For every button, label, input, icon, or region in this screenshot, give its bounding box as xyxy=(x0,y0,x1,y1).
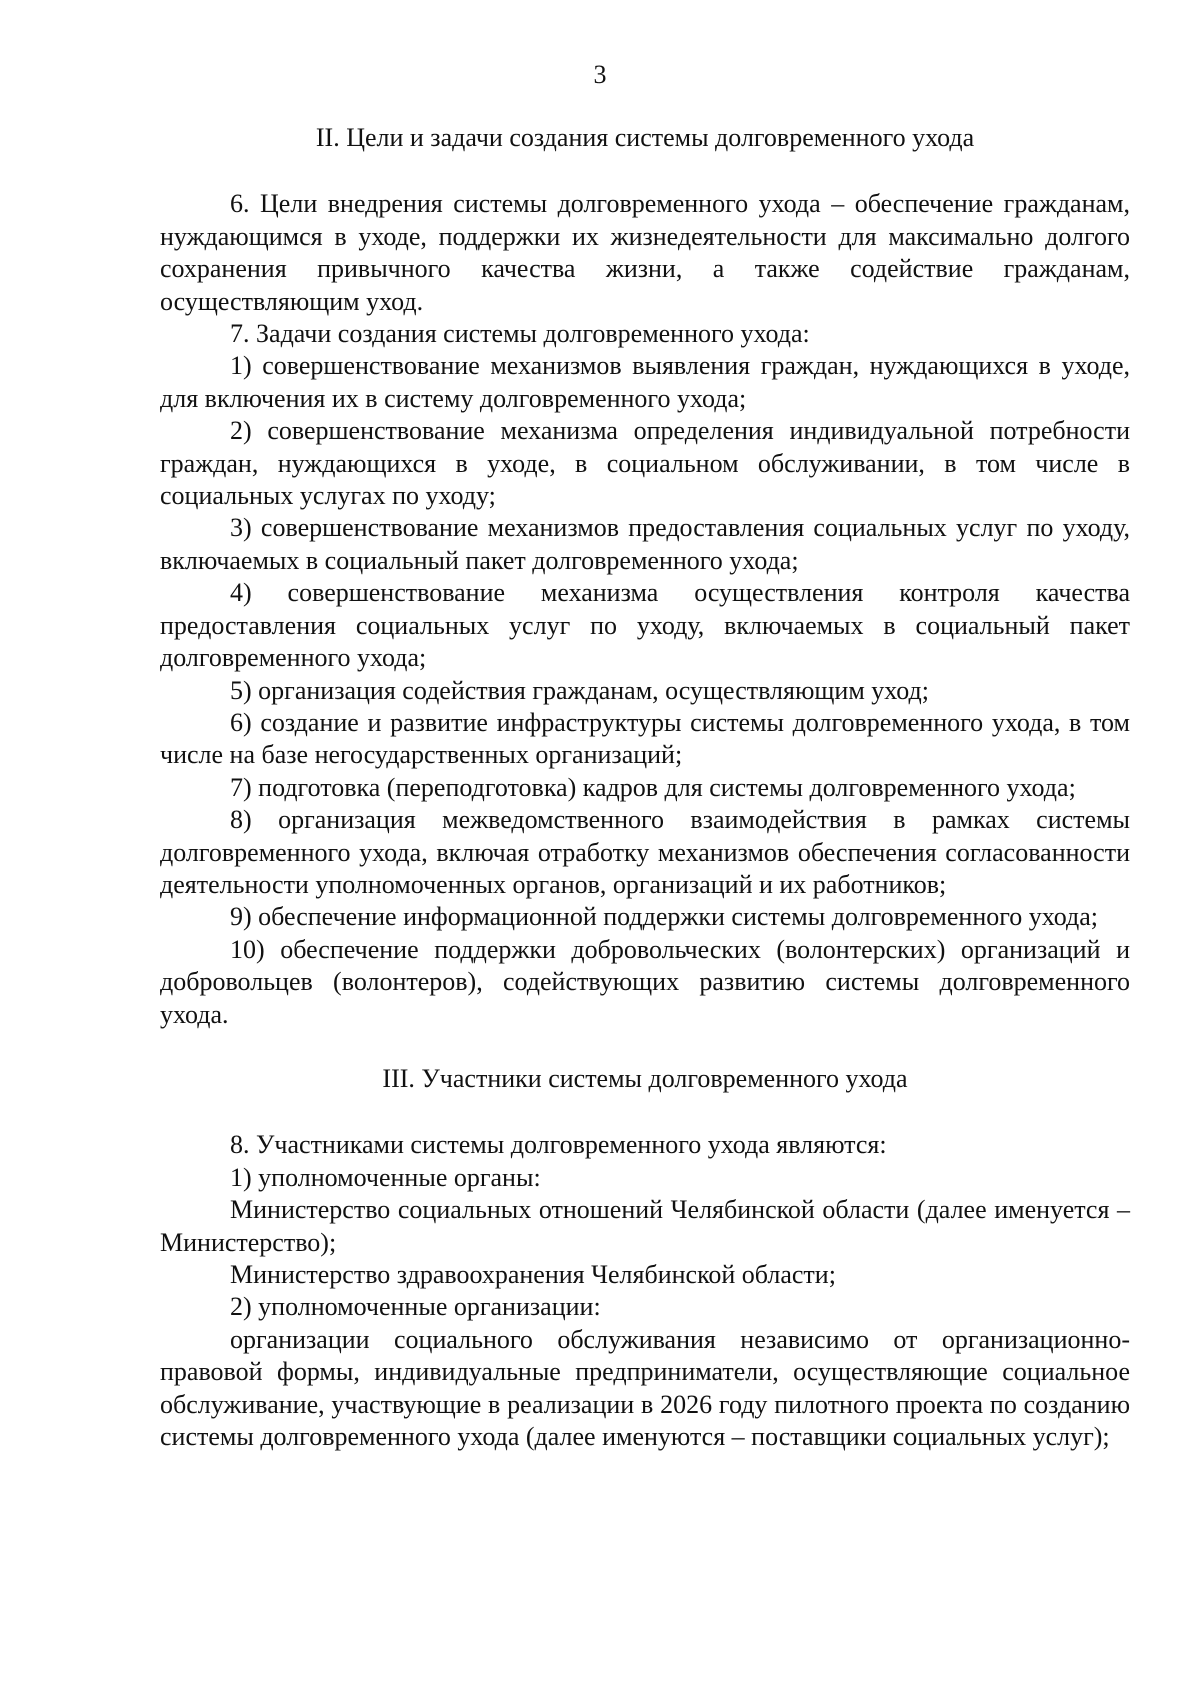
task-item-1: 1) совершенствование механизмов выявления граждан, нуждающихся в уходе, для включения их в систему долговременного ухода; xyxy=(160,351,1130,413)
participant-organizations: организации социального обслуживания независимо от организационно-правовой формы, индивидуальные предприниматели, осуществляющие социальное обслуживание, участвующие в реализации в 2026 году пилотного проекта по созданию системы долговременного ухода (далее именуются – поставщики социальных услуг); xyxy=(160,1324,1130,1452)
section-3-heading: III. Участники системы долговременного ухода xyxy=(382,1063,908,1093)
task-item-9: 9) обеспечение информационной поддержки системы долговременного ухода; xyxy=(230,902,1099,932)
task-item-2: 2) совершенствование механизма определения индивидуальной потребности граждан, нуждающихся в уходе, в социальном обслуживании, в том числе в социальных услугах по уходу; xyxy=(160,416,1130,511)
paragraph-7: 7. Задачи создания системы долговременного ухода: xyxy=(230,319,810,349)
participant-item-2: 2) уполномоченные организации: xyxy=(230,1292,601,1322)
participant-item-1: 1) уполномоченные органы: xyxy=(230,1162,541,1192)
paragraph-8: 8. Участниками системы долговременного ухода являются: xyxy=(230,1130,887,1160)
document-body xyxy=(160,122,1130,1453)
page-number: 3 xyxy=(593,60,607,89)
task-item-6: 6) создание и развитие инфраструктуры системы долговременного ухода, в том числе на базе негосударственных организаций; xyxy=(160,707,1130,770)
task-item-3: 3) совершенствование механизмов предоставления социальных услуг по уходу, включаемых в социальный пакет долговременного ухода; xyxy=(160,513,1130,575)
task-item-8: 8) организация межведомственного взаимодействия в рамках системы долговременного ухода, включая отработку механизмов обеспечения согласованности деятельности уполномоченных органов, организаций и их работников; xyxy=(160,805,1130,899)
participant-ministry-social: Министерство социальных отношений Челябинской области (далее именуется – Министерство); xyxy=(160,1195,1130,1257)
participant-ministry-health: Министерство здравоохранения Челябинской области; xyxy=(230,1260,836,1289)
paragraph-6: 6. Цели внедрения системы долговременного ухода – обеспечение гражданам, нуждающимся в уходе, поддержки их жизнедеятельности для максимально долгого сохранения привычного качества жизни, а также содействие гражданам, осуществляющим уход. xyxy=(160,189,1130,316)
task-item-4: 4) совершенствование механизма осуществления контроля качества предоставления социальных услуг по уходу, включаемых в социальный пакет долговременного ухода; xyxy=(160,578,1130,673)
task-item-10: 10) обеспечение поддержки добровольческих (волонтерских) организаций и добровольцев (волонтеров), содействующих развитию системы долговременного ухода. xyxy=(160,934,1130,1029)
task-item-7: 7) подготовка (переподготовка) кадров для системы долговременного ухода; xyxy=(230,772,1076,802)
task-item-5: 5) организация содействия гражданам, осуществляющим уход; xyxy=(230,675,930,705)
section-2-heading: II. Цели и задачи создания системы долговременного ухода xyxy=(315,123,975,152)
